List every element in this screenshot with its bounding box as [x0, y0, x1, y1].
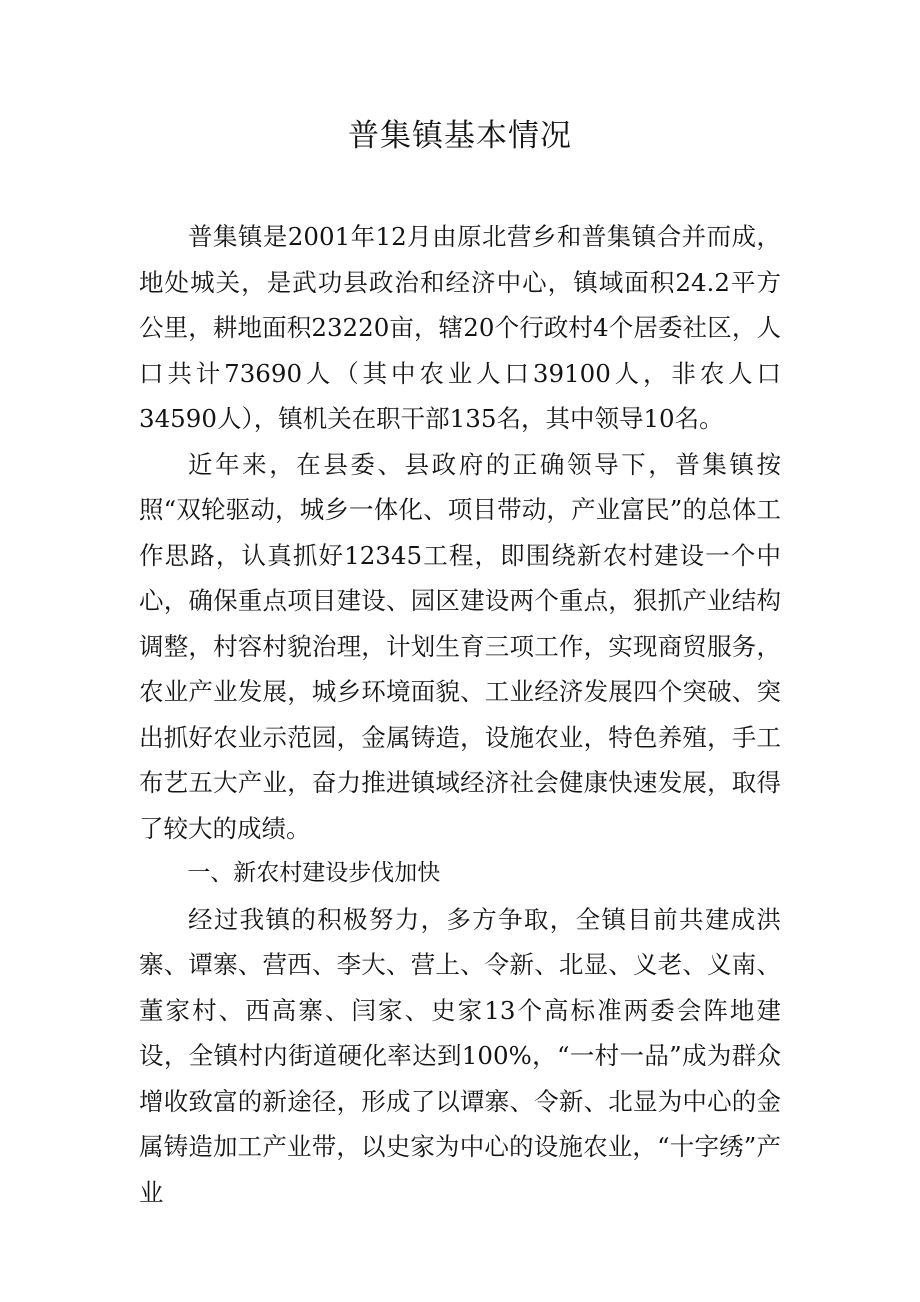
- page-title: 普集镇基本情况: [348, 118, 572, 154]
- paragraph-section-1: 经过我镇的积极努力，多方争取，全镇目前共建成洪寨、谭寨、营西、李大、营上、令新、北显、义老、义南、董家村、西高寨、闫家、史家13个高标准两委会阵地建设，全镇村内街道硬化率达到100%，“一村一品”成为群众增收致富的新途径，形成了以谭寨、令新、北显为中心的金属铸造加工产业带，以史家为中心的设施农业，“十字绣”产业: [139, 904, 781, 1207]
- paragraph-overview: 普集镇是2001年12月由原北营乡和普集镇合并而成，地处城关，是武功县政治和经济中心，镇域面积24.2平方公里，耕地面积23220亩，辖20个行政村4个居委社区，人口共计73690人（其中农业人口39100人，非农人口34590人），镇机关在职干部135名，其中领导10名。: [139, 222, 781, 433]
- document-body: [139, 214, 781, 1215]
- section-heading: 一、新农村建设步伐加快: [187, 860, 441, 886]
- paragraph-recent-work: 近年来，在县委、县政府的正确领导下，普集镇按照“双轮驱动，城乡一体化、项目带动，产业富民”的总体工作思路，认真抓好12345工程，即围绕新农村建设一个中心，确保重点项目建设、园区建设两个重点，狠抓产业结构调整，村容村貌治理，计划生育三项工作，实现商贸服务，农业产业发展，城乡环境面貌、工业经济发展四个突破、突出抓好农业示范园，金属铸造，设施农业，特色养殖，手工布艺五大产业，奋力推进镇域经济社会健康快速发展，取得了较大的成绩。: [139, 449, 781, 843]
